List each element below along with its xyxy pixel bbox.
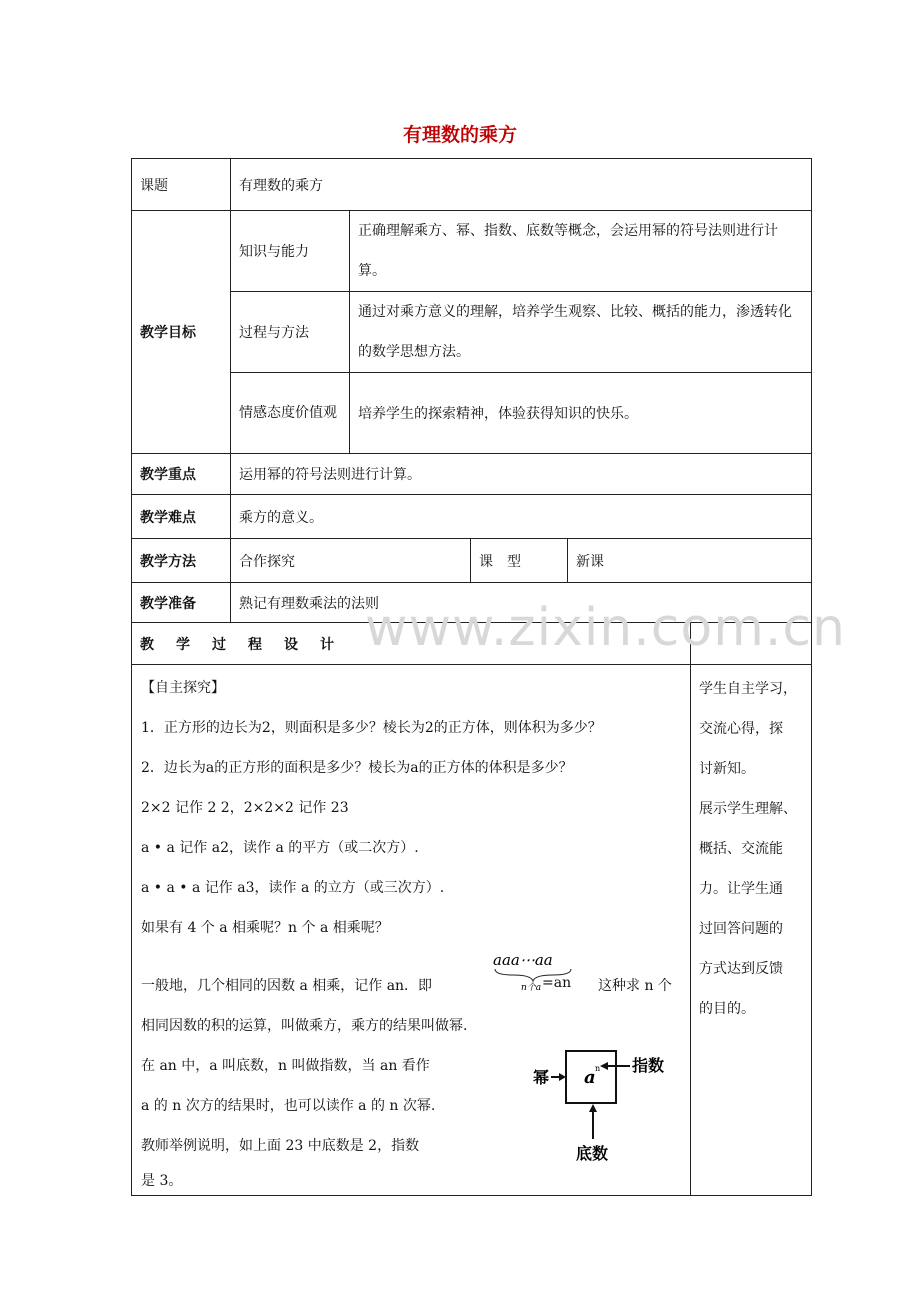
lesson-type-value: 新课 — [568, 539, 812, 583]
process-line: 这种求 n 个 — [598, 978, 672, 994]
side-note: 交流心得，探 — [699, 721, 783, 737]
topic-value: 有理数的乘方 — [231, 159, 812, 211]
process-line: 【自主探究】 — [141, 680, 225, 696]
difficulty-row — [132, 495, 812, 539]
lesson-plan-table — [131, 158, 812, 1196]
method-label: 教学方法 — [132, 539, 231, 583]
goals-label: 教学目标 — [132, 211, 231, 454]
side-note: 讨新知。 — [699, 761, 755, 777]
goal-label-knowledge: 知识与能力 — [231, 211, 350, 292]
process-content — [132, 665, 691, 1196]
goal-label-process: 过程与方法 — [231, 292, 350, 373]
formula-count: n个a — [521, 983, 542, 991]
side-note: 方式达到反馈 — [699, 961, 783, 977]
difficulty-label: 教学难点 — [132, 495, 231, 539]
goal-label-attitude: 情感态度价值观 — [231, 373, 350, 454]
topic-row — [132, 159, 812, 211]
side-note: 展示学生理解、 — [699, 801, 797, 817]
prep-value: 熟记有理数乘法的法则 — [231, 583, 812, 623]
process-line: a • a 记作 a2，读作 a 的平方（或二次方）. — [141, 840, 419, 856]
lesson-type-label: 课 型 — [471, 539, 568, 583]
side-note: 学生自主学习， — [699, 681, 797, 697]
base-arrowhead-icon — [589, 1104, 597, 1112]
process-line: a • a • a 记作 a3，读作 a 的立方（或三次方）. — [141, 880, 445, 896]
process-line: a 的 n 次方的结果时，也可以读作 a 的 n 次幂. — [141, 1098, 436, 1114]
key-point-row — [132, 454, 812, 495]
process-body-row — [132, 665, 812, 1196]
goal-text-knowledge: 正确理解乘方、幂、指数、底数等概念，会运用幂的符号法则进行计算。 — [350, 211, 812, 292]
goal-row-process — [132, 292, 812, 373]
topic-label: 课题 — [132, 159, 231, 211]
process-line: 教师举例说明，如上面 23 中底数是 2，指数 — [141, 1138, 420, 1154]
power-diagram — [521, 1041, 671, 1166]
process-line: 在 an 中，a 叫底数，n 叫做指数，当 an 看作 — [141, 1058, 430, 1074]
key-point-value: 运用幂的符号法则进行计算。 — [231, 454, 812, 495]
goal-text-process: 通过对乘方意义的理解，培养学生观察、比较、概括的能力，渗透转化的数学思想方法。 — [350, 292, 812, 373]
process-line: 2．边长为a的正方形的面积是多少？棱长为a的正方体的体积是多少？ — [141, 760, 573, 776]
goal-row-attitude — [132, 373, 812, 454]
power-diagram-graphic — [521, 1041, 671, 1166]
diagram-base: a — [584, 1067, 596, 1088]
diagram-base-label: 底数 — [576, 1144, 609, 1163]
diagram-power-label: 幂 — [533, 1068, 550, 1087]
method-row — [132, 539, 812, 583]
watermark: www.zixin.com.cn — [365, 598, 846, 658]
process-line: =an — [542, 975, 572, 991]
goal-text-attitude: 培养学生的探索精神，体验获得知识的快乐。 — [350, 373, 812, 454]
process-line: 2×2 记作 2 2，2×2×2 记作 23 — [141, 800, 349, 816]
power-arrowhead-icon — [559, 1073, 566, 1081]
difficulty-value: 乘方的意义。 — [231, 495, 812, 539]
process-side-notes — [691, 665, 812, 1196]
formula-product: aaa⋯aa — [493, 951, 553, 969]
side-note: 过回答问题的 — [699, 921, 783, 937]
side-note: 的目的。 — [699, 1001, 755, 1017]
diagram-exponent: n — [595, 1064, 601, 1073]
goal-row-knowledge — [132, 211, 812, 292]
side-note: 力。让学生通 — [699, 881, 783, 897]
process-line: 如果有 4 个 a 相乘呢？n 个 a 相乘呢？ — [141, 920, 389, 936]
prep-label: 教学准备 — [132, 583, 231, 623]
method-value: 合作探究 — [231, 539, 471, 583]
side-note: 概括、交流能 — [699, 841, 783, 857]
process-line: 是 3。 — [141, 1173, 183, 1189]
diagram-exponent-label: 指数 — [632, 1056, 665, 1075]
process-line: 一般地，几个相同的因数 a 相乘，记作 an．即 — [141, 978, 433, 994]
process-line: 1．正方形的边长为2，则面积是多少？棱长为2的正方体，则体积为多少？ — [141, 720, 602, 736]
key-point-label: 教学重点 — [132, 454, 231, 495]
process-line: 相同因数的积的运算，叫做乘方，乘方的结果叫做幂. — [141, 1018, 468, 1034]
page-title: 有理数的乘方 — [402, 124, 517, 146]
process-header: 教学过程设计 — [132, 623, 691, 665]
